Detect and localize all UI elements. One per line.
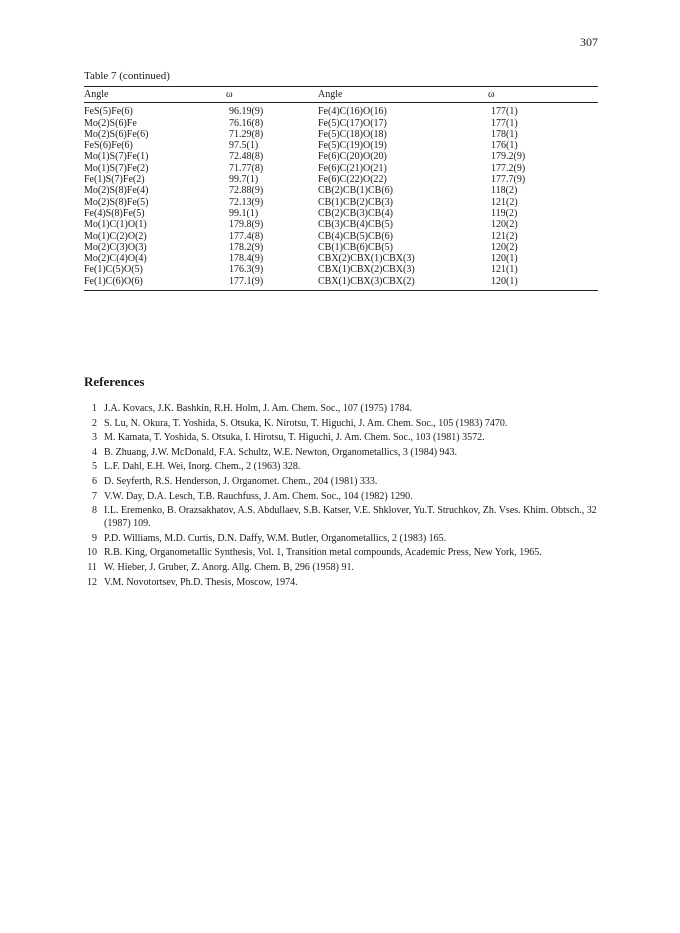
table-header-row: [84, 87, 598, 103]
column-header-omega-2: ω: [488, 89, 495, 100]
reference-text: L.F. Dahl, E.H. Wei, Inorg. Chem., 2 (1963) 328.: [104, 461, 301, 473]
angle-cell: Mo(1)C(2)O(2): [84, 230, 147, 242]
table-row: [84, 219, 598, 230]
omega-cell: 178(1): [491, 128, 518, 140]
reference-number: 3: [92, 432, 97, 444]
table-row: [84, 163, 598, 174]
omega-cell: 177.7(9): [491, 174, 526, 186]
reference-number: 8: [92, 505, 97, 517]
omega-cell: 176.3(9): [229, 264, 264, 276]
reference-item: [84, 460, 604, 473]
angle-cell: CB(2)CB(3)CB(4): [318, 207, 393, 219]
angle-cell: CB(4)CB(5)CB(6): [318, 230, 393, 242]
reference-number: 12: [87, 576, 97, 588]
reference-number: 10: [87, 547, 97, 559]
omega-cell: 121(2): [491, 230, 518, 242]
angle-cell: CB(2)CB(1)CB(6): [318, 185, 393, 197]
omega-cell: 177.4(8): [229, 230, 264, 242]
table-row: [84, 118, 598, 129]
angle-cell: Mo(1)S(7)Fe(1): [84, 151, 149, 163]
reference-number: 2: [92, 417, 97, 429]
omega-cell: 177(1): [491, 106, 518, 118]
omega-cell: 121(2): [491, 196, 518, 208]
reference-text: R.B. King, Organometallic Synthesis, Vol. 1, Transition metal compounds, Academic Press, New York, 1965.: [104, 547, 542, 559]
reference-text: W. Hieber, J. Gruber, Z. Anorg. Allg. Chem. B, 296 (1958) 91.: [104, 562, 355, 574]
reference-item: [84, 532, 604, 545]
angle-cell: Fe(4)C(16)O(16): [318, 106, 387, 118]
reference-text: P.D. Williams, M.D. Curtis, D.N. Daffy, W.M. Butler, Organometallics, 2 (1983) 165.: [104, 532, 447, 544]
reference-text: S. Lu, N. Okura, T. Yoshida, S. Otsuka, K. Nirotsu, T. Higuchi, J. Am. Chem. Soc., 105 (1983) 7470.: [104, 417, 508, 429]
omega-cell: 76.16(8): [229, 117, 264, 129]
reference-text: B. Zhuang, J.W. McDonald, F.A. Schultz, W.E. Newton, Organometallics, 3 (1984) 943.: [104, 446, 458, 458]
reference-item: [84, 546, 604, 559]
reference-list: [84, 402, 604, 590]
table-row: [84, 197, 598, 208]
omega-cell: 178.4(9): [229, 253, 264, 265]
table-row: [84, 276, 598, 291]
bond-angle-table: [84, 86, 598, 291]
angle-cell: Mo(1)S(7)Fe(2): [84, 162, 149, 174]
angle-cell: Fe(1)C(5)O(5): [84, 264, 143, 276]
angle-cell: Mo(2)S(6)Fe(6): [84, 128, 149, 140]
table-caption: Table 7 (continued): [84, 70, 170, 82]
angle-cell: FeS(5)Fe(6): [84, 106, 133, 118]
angle-cell: Fe(6)C(20)O(20): [318, 151, 387, 163]
reference-item: [84, 417, 604, 430]
page-number: 307: [580, 35, 598, 49]
angle-cell: Mo(1)C(1)O(1): [84, 219, 147, 231]
omega-cell: 177(1): [491, 117, 518, 129]
angle-cell: Mo(2)S(8)Fe(5): [84, 196, 149, 208]
omega-cell: 96.19(9): [229, 106, 264, 118]
omega-cell: 72.13(9): [229, 196, 264, 208]
omega-cell: 176(1): [491, 140, 518, 152]
reference-item: [84, 576, 604, 589]
omega-cell: 120(2): [491, 241, 518, 253]
angle-cell: Mo(2)C(4)O(4): [84, 253, 147, 265]
table-row: [84, 264, 598, 275]
reference-item: [84, 475, 604, 488]
reference-text: I.L. Eremenko, B. Orazsakhatov, A.S. Abdullaev, S.B. Katser, V.E. Shklover, Yu.T. Struchkov, Zh. Vses. Khim. Obtsch., 32 (1987) 109.: [104, 505, 597, 530]
angle-cell: Fe(5)C(18)O(18): [318, 128, 387, 140]
omega-cell: 71.29(8): [229, 128, 264, 140]
omega-cell: 72.48(8): [229, 151, 264, 163]
reference-text: D. Seyferth, R.S. Henderson, J. Organomet. Chem., 204 (1981) 333.: [104, 475, 378, 487]
angle-cell: CB(3)CB(4)CB(5): [318, 219, 393, 231]
omega-cell: 177.2(9): [491, 162, 526, 174]
omega-cell: 97.5(1): [229, 140, 259, 152]
omega-cell: 179.8(9): [229, 219, 264, 231]
angle-cell: CB(1)CB(2)CB(3): [318, 196, 393, 208]
angle-cell: Mo(2)S(6)Fe: [84, 117, 137, 129]
reference-number: 9: [92, 532, 97, 544]
table-row: [84, 253, 598, 264]
angle-cell: Fe(5)C(17)O(17): [318, 117, 387, 129]
table-row: [84, 231, 598, 242]
omega-cell: 71.77(8): [229, 162, 264, 174]
angle-cell: FeS(6)Fe(6): [84, 140, 133, 152]
reference-number: 11: [87, 562, 97, 574]
angle-cell: CBX(1)CBX(2)CBX(3): [318, 264, 415, 276]
angle-cell: Fe(5)C(19)O(19): [318, 140, 387, 152]
omega-cell: 118(2): [491, 185, 518, 197]
table-row: [84, 140, 598, 151]
angle-cell: CBX(2)CBX(1)CBX(3): [318, 253, 415, 265]
reference-item: [84, 490, 604, 503]
omega-cell: 119(2): [491, 207, 518, 219]
omega-cell: 179.2(9): [491, 151, 526, 163]
angle-cell: Fe(4)S(8)Fe(5): [84, 207, 145, 219]
table-body: [84, 103, 598, 291]
reference-item: [84, 402, 604, 415]
omega-cell: 120(1): [491, 275, 518, 287]
table-row: [84, 185, 598, 196]
angle-cell: Fe(6)C(21)O(21): [318, 162, 387, 174]
table-row: [84, 242, 598, 253]
omega-cell: 178.2(9): [229, 241, 264, 253]
omega-cell: 99.1(1): [229, 207, 259, 219]
reference-text: V.W. Day, D.A. Lesch, T.B. Rauchfuss, J. Am. Chem. Soc., 104 (1982) 1290.: [104, 490, 413, 502]
omega-cell: 72.88(9): [229, 185, 264, 197]
omega-cell: 121(1): [491, 264, 518, 276]
reference-number: 6: [92, 475, 97, 487]
omega-cell: 120(2): [491, 219, 518, 231]
reference-item: [84, 446, 604, 459]
angle-cell: Mo(2)C(3)O(3): [84, 241, 147, 253]
column-header-omega-1: ω: [226, 89, 233, 100]
angle-cell: CBX(1)CBX(3)CBX(2): [318, 275, 415, 287]
omega-cell: 177.1(9): [229, 275, 264, 287]
reference-item: [84, 431, 604, 444]
reference-number: 1: [92, 403, 97, 414]
reference-item: [84, 504, 604, 530]
column-header-angle-2: Angle: [318, 89, 343, 100]
angle-cell: CB(1)CB(6)CB(5): [318, 241, 393, 253]
angle-cell: Fe(6)C(22)O(22): [318, 174, 387, 186]
angle-cell: Mo(2)S(8)Fe(4): [84, 185, 149, 197]
omega-cell: 120(1): [491, 253, 518, 265]
table-row: [84, 129, 598, 140]
reference-text: J.A. Kovacs, J.K. Bashkin, R.H. Holm, J. Am. Chem. Soc., 107 (1975) 1784.: [104, 403, 413, 414]
references-heading: References: [84, 374, 145, 389]
reference-number: 7: [92, 490, 97, 502]
table-row: [84, 151, 598, 162]
reference-item: [84, 561, 604, 574]
table-row: [84, 174, 598, 185]
angle-cell: Fe(1)S(7)Fe(2): [84, 174, 145, 186]
table-row: [84, 208, 598, 219]
reference-number: 4: [92, 446, 97, 458]
omega-cell: 99.7(1): [229, 174, 259, 186]
reference-text: V.M. Novotortsev, Ph.D. Thesis, Moscow, 1974.: [104, 576, 298, 588]
reference-number: 5: [92, 461, 97, 473]
angle-cell: Fe(1)C(6)O(6): [84, 275, 143, 287]
reference-text: M. Kamata, T. Yoshida, S. Otsuka, I. Hirotsu, T. Higuchi, J. Am. Chem. Soc., 103 (1981) 3572.: [104, 432, 485, 444]
column-header-angle-1: Angle: [84, 89, 109, 100]
table-row: [84, 103, 598, 118]
